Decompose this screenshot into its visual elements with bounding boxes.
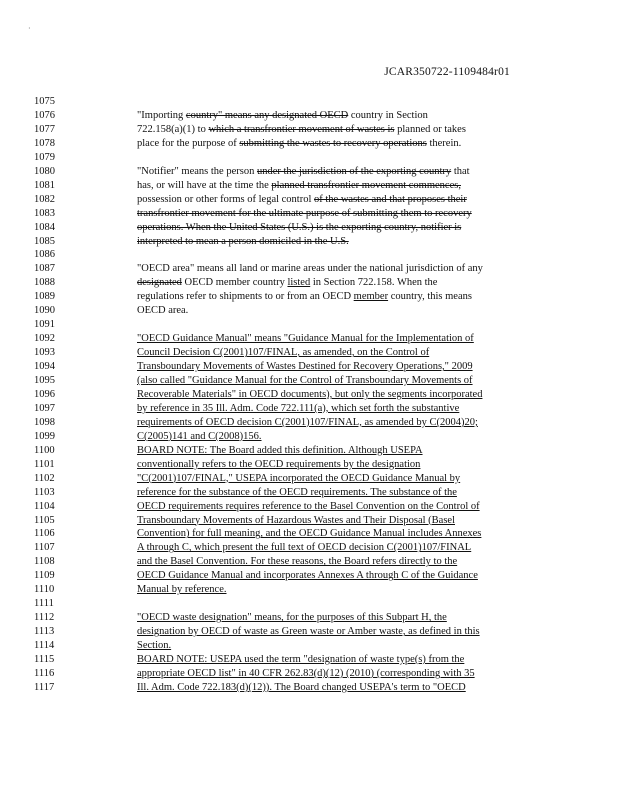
line-text — [137, 625, 480, 639]
line-number: 1108 — [34, 556, 55, 568]
inserted-text: "OECD Guidance Manual" means "Guidance Manual for the Implementation of — [137, 333, 474, 345]
text-segment: country, this means — [388, 291, 472, 303]
line-number: 1079 — [34, 151, 55, 163]
inserted-text: appropriate OECD list" in 40 CFR 262.83(d)(12) (2010) (corresponding with 35 — [137, 667, 475, 679]
deleted-text: submitting the wastes to recovery operations — [239, 137, 427, 149]
line-text — [137, 430, 262, 444]
line-number: 1113 — [34, 626, 55, 638]
line-number: 1093 — [34, 347, 55, 359]
line-text — [137, 123, 466, 137]
line-text — [137, 235, 349, 249]
text-segment: regulations refer to shipments to or from an OECD — [137, 291, 354, 303]
line-number: 1085 — [34, 235, 55, 247]
line-number: 1078 — [34, 137, 55, 149]
line-text — [137, 541, 471, 555]
inserted-text: by reference in 35 Ill. Adm. Code 722.111(a), which set forth the substantive — [137, 402, 460, 414]
text-segment: therein. — [426, 137, 462, 149]
line-number: 1092 — [34, 333, 55, 345]
line-text — [137, 109, 428, 123]
line-number: 1077 — [34, 123, 55, 135]
deleted-text: interpreted to mean a person domiciled in the U.S. — [137, 235, 349, 247]
line-text — [137, 179, 461, 193]
line-text — [137, 653, 464, 667]
line-number: 1098 — [34, 416, 55, 428]
line-text — [137, 486, 457, 500]
line-number: 1084 — [34, 221, 55, 233]
text-segment: OECD area. — [137, 305, 189, 317]
text-segment: country in Section — [348, 109, 428, 121]
line-number: 1102 — [34, 472, 55, 484]
line-number: 1103 — [34, 486, 55, 498]
line-number: 1115 — [34, 654, 55, 665]
line-text — [137, 583, 227, 597]
line-number: 1083 — [34, 207, 55, 219]
deleted-text: of the wastes and that proposes their — [314, 193, 467, 205]
line-text — [137, 332, 474, 346]
line-number: 1090 — [34, 305, 55, 317]
inserted-text: "OECD waste designation" means, for the purposes of this Subpart H, the — [137, 612, 447, 624]
line-number: 1096 — [34, 388, 55, 400]
line-text — [137, 527, 481, 541]
inserted-text: member — [353, 291, 389, 303]
line-text — [137, 374, 473, 388]
line-number: 1111 — [34, 598, 54, 610]
line-text — [137, 346, 429, 360]
line-text — [137, 667, 475, 681]
deleted-text: operations. When the United States (U.S.) is the exporting country, notifier is — [137, 221, 462, 233]
line-number: 1081 — [34, 179, 55, 191]
line-number: 1116 — [34, 667, 55, 679]
deleted-text: under the jurisdiction of the exporting country — [256, 165, 452, 177]
inserted-text: BOARD NOTE: USEPA used the term "designation of waste type(s) from the — [137, 654, 465, 665]
inserted-text: OECD Guidance Manual and incorporates Annexes A through C of the Guidance — [137, 570, 478, 582]
line-number: 1082 — [34, 193, 55, 205]
line-number: 1100 — [34, 444, 55, 456]
line-text — [137, 304, 188, 318]
line-text — [137, 193, 467, 207]
deleted-text: transfrontier movement for the ultimate purpose of submitting them to recovery — [137, 207, 472, 219]
inserted-text: reference for the substance of the OECD requirements. The substance of the — [137, 486, 457, 498]
line-number: 1089 — [34, 291, 55, 303]
line-number: 1110 — [34, 584, 55, 596]
inserted-text: requirements of OECD decision C(2001)107/FINAL, as amended by C(2004)20; — [137, 416, 478, 428]
line-text — [137, 458, 420, 472]
line-text — [137, 472, 460, 486]
line-text — [137, 290, 472, 304]
text-segment: that — [451, 165, 470, 177]
line-number: 1086 — [34, 249, 55, 261]
text-segment: OECD member country — [181, 277, 288, 289]
text-segment: possession or other forms of legal control — [137, 193, 315, 205]
line-text — [137, 402, 459, 416]
deleted-text: country" means any designated OECD — [185, 109, 349, 121]
text-segment: place for the purpose of — [137, 137, 240, 149]
inserted-text: and the Basel Convention. For these reasons, the Board refers directly to the — [137, 556, 458, 568]
line-number: 1097 — [34, 402, 55, 414]
line-number: 1105 — [34, 514, 55, 526]
text-segment: in Section 722.158. When the — [310, 277, 438, 289]
line-text — [137, 611, 447, 625]
line-text — [137, 360, 473, 374]
line-text — [137, 165, 470, 179]
document-id-header: JCAR350722-1109484r01 — [384, 66, 510, 78]
inserted-text: Recoverable Materials" in OECD documents), but only the segments incorporated — [137, 388, 483, 400]
line-number: 1107 — [34, 542, 55, 554]
line-text — [137, 137, 461, 151]
inserted-text: OECD requirements requires reference to the Basel Convention on the Control of — [137, 500, 480, 512]
inserted-text: "C(2001)107/FINAL," USEPA incorporated the OECD Guidance Manual by — [137, 472, 461, 484]
line-text — [137, 639, 171, 653]
line-text — [137, 514, 455, 528]
text-segment: "OECD area" means all land or marine areas under the national jurisdiction of any — [137, 263, 483, 275]
line-text — [137, 681, 466, 695]
text-segment: "Importing — [137, 109, 186, 121]
line-text — [137, 276, 437, 290]
inserted-text: Convention) for full meaning, and the OECD Guidance Manual includes Annexes — [137, 528, 482, 540]
inserted-text: (also called "Guidance Manual for the Control of Transboundary Movements of — [137, 375, 473, 386]
line-text — [137, 221, 461, 235]
line-text — [137, 416, 478, 430]
line-number: 1114 — [34, 640, 55, 652]
line-number: 1088 — [34, 277, 55, 289]
inserted-text: conventionally refers to the OECD requirements by the designation — [137, 458, 421, 470]
scan-mark: · — [28, 24, 31, 33]
inserted-text: BOARD NOTE: The Board added this definition. Although USEPA — [137, 444, 423, 456]
line-number: 1112 — [34, 612, 55, 624]
line-text — [137, 262, 483, 276]
line-number: 1094 — [34, 361, 55, 373]
line-number: 1095 — [34, 375, 55, 386]
deleted-text: designated — [137, 277, 182, 289]
inserted-text: C(2005)141 and C(2008)156. — [137, 430, 262, 442]
line-number: 1109 — [34, 570, 55, 582]
text-segment: 722.158(a)(1) to — [137, 123, 209, 135]
line-number: 1087 — [34, 263, 55, 275]
line-text — [137, 388, 482, 402]
inserted-text: Manual by reference. — [137, 584, 227, 596]
line-text — [137, 569, 478, 583]
text-segment: planned or takes — [394, 123, 466, 135]
inserted-text: Council Decision C(2001)107/FINAL, as amended, on the Control of — [137, 347, 430, 359]
inserted-text: Transboundary Movements of Wastes Destined for Recovery Operations," 2009 — [137, 361, 473, 373]
line-number: 1104 — [34, 500, 55, 512]
inserted-text: Section. — [137, 640, 172, 652]
line-text — [137, 444, 423, 458]
inserted-text: A through C, which present the full text of OECD decision C(2001)107/FINAL — [137, 542, 472, 554]
text-segment: has, or will have at the time the — [137, 179, 272, 191]
line-number: 1076 — [34, 109, 55, 121]
line-number: 1117 — [34, 681, 55, 693]
inserted-text: listed — [287, 277, 311, 289]
deleted-text: which a transfrontier movement of wastes is — [208, 123, 395, 135]
inserted-text: Ill. Adm. Code 722.183(d)(12)). The Board changed USEPA's term to "OECD — [137, 681, 466, 693]
text-segment: "Notifier" means the person — [137, 165, 257, 177]
line-number: 1101 — [34, 458, 55, 470]
line-text — [137, 207, 472, 221]
line-number: 1099 — [34, 430, 55, 442]
deleted-text: planned transfrontier movement commences, — [271, 179, 461, 191]
line-number: 1075 — [34, 96, 55, 107]
inserted-text: designation by OECD of waste as Green waste or Amber waste, as defined in this — [137, 626, 480, 638]
line-text — [137, 500, 480, 514]
line-number: 1080 — [34, 165, 55, 177]
inserted-text: Transboundary Movements of Hazardous Wastes and Their Disposal (Basel — [137, 514, 455, 526]
line-number: 1106 — [34, 528, 55, 540]
line-number: 1091 — [34, 319, 55, 331]
line-text — [137, 555, 457, 569]
